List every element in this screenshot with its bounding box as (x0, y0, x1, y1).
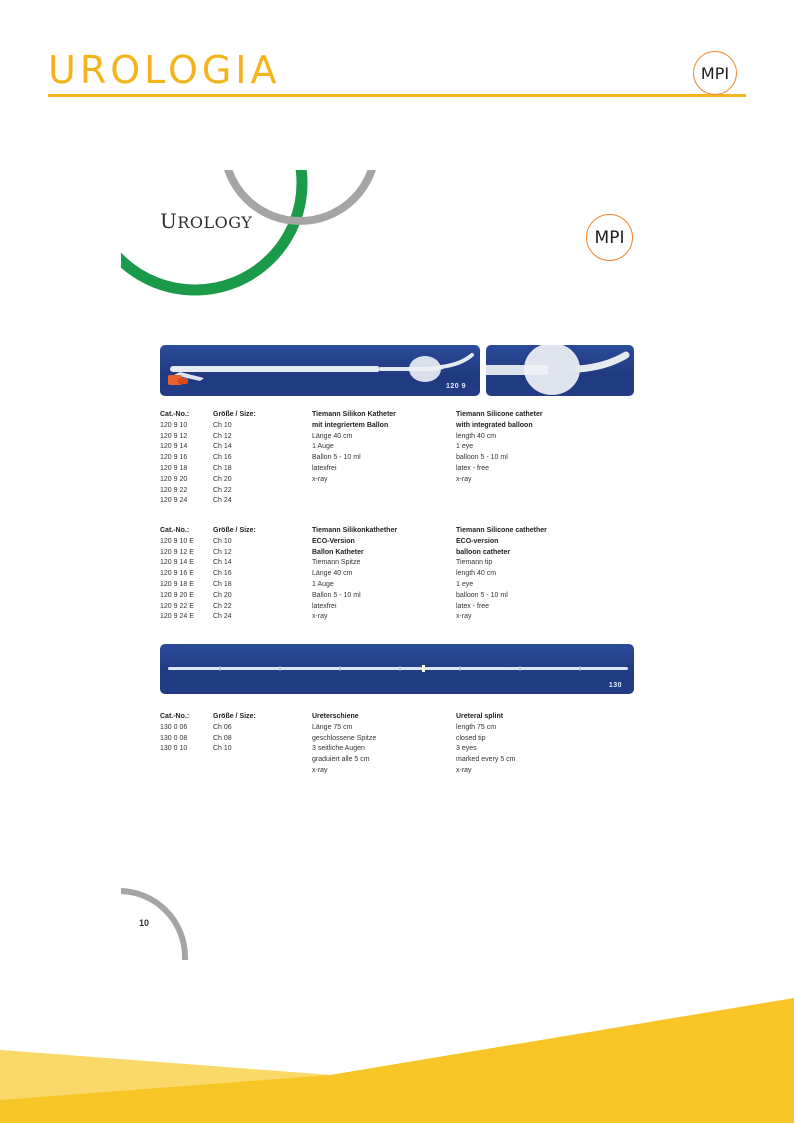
desc-line: Ballon 5 - 10 ml (312, 454, 361, 462)
size: Ch 14 (213, 443, 232, 451)
cat-header: Cat.-No.: (160, 411, 190, 418)
desc-heading: balloon catheter (456, 548, 511, 556)
table-3-german-description (312, 712, 376, 777)
cat-no: 120 9 14 (160, 443, 188, 451)
desc-line: x-ray (456, 475, 472, 483)
banner-label: 130 (608, 682, 622, 689)
size: Ch 12 (213, 432, 232, 440)
cat-no: 120 9 22 (160, 486, 188, 494)
mpi-logo-inner-text: MPI (594, 227, 625, 248)
size: Ch 10 (213, 745, 232, 753)
section-title: UROLOGY (160, 209, 253, 233)
mpi-logo-inner (586, 214, 633, 261)
cat-no: 120 9 12 E (160, 548, 194, 556)
ureteral-splint-banner (160, 644, 634, 694)
table-1-size-column (213, 410, 256, 507)
desc-line: Tiemann tip (456, 559, 493, 567)
table-1-german-description (312, 410, 396, 486)
desc-line: balloon 5 - 10 ml (456, 454, 508, 462)
size: Ch 10 (213, 537, 232, 545)
desc-line: balloon 5 - 10 ml (456, 591, 508, 599)
splint-illustration (160, 644, 634, 694)
desc-line: Länge 40 cm (312, 432, 353, 440)
desc-line: length 40 cm (456, 570, 497, 578)
desc-line: 1 eye (456, 580, 474, 588)
table-1-english-description (456, 410, 543, 486)
cat-no: 130 0 10 (160, 745, 188, 753)
desc-line: 3 seitliche Augen (312, 745, 365, 753)
size: Ch 18 (213, 580, 232, 588)
cat-no: 120 9 16 (160, 454, 188, 462)
desc-line: x-ray (456, 613, 472, 621)
desc-line: x-ray (312, 613, 328, 621)
desc-heading: mit integriertem Ballon (312, 421, 389, 429)
grey-arc-bottom (53, 891, 185, 1023)
cat-no: 120 9 24 E (160, 613, 194, 621)
cat-no: 120 9 18 (160, 464, 188, 472)
table-3-cat-column (160, 712, 189, 755)
banner-label: 120 9 (445, 383, 466, 390)
desc-heading: Tiemann Silikonkathether (312, 527, 398, 534)
cat-no: 120 9 22 E (160, 602, 194, 610)
size: Ch 20 (213, 475, 232, 483)
desc-heading: with integrated balloon (456, 421, 533, 429)
desc-line: latex - free (456, 464, 490, 472)
table-1-cat-column (160, 410, 189, 507)
cat-no: 120 9 20 (160, 475, 188, 483)
desc-line: Tiemann Spitze (312, 559, 361, 567)
cat-header: Cat.-No.: (160, 713, 190, 720)
cat-no: 120 9 20 E (160, 591, 194, 599)
desc-heading: Tiemann Silikon Katheter (312, 411, 396, 418)
cat-no: 120 9 18 E (160, 580, 194, 588)
desc-heading: Ballon Katheter (312, 548, 364, 556)
desc-heading: ECO-version (456, 537, 499, 545)
desc-line: 1 Auge (312, 443, 334, 451)
desc-heading: Ureterschiene (312, 713, 359, 720)
size: Ch 06 (213, 723, 232, 731)
catheter-illustration (160, 345, 480, 396)
desc-line: geschlossene Spitze (312, 734, 377, 742)
balloon-illustration (486, 345, 634, 396)
cat-no: 120 9 24 (160, 497, 188, 505)
cat-no: 120 9 14 E (160, 559, 194, 567)
size-header: Größe / Size: (213, 713, 256, 720)
cat-no: 120 9 16 E (160, 570, 194, 578)
table-3-size-column (213, 712, 256, 755)
size: Ch 18 (213, 464, 232, 472)
desc-heading: Tiemann Silicone cathether (456, 527, 547, 534)
desc-line: marked every 5 cm (456, 756, 516, 764)
green-arc (88, 76, 302, 290)
desc-line: 1 Auge (312, 580, 334, 588)
size: Ch 10 (213, 421, 232, 429)
table-2-size-column (213, 526, 256, 623)
page-title: UROLOGIA (48, 48, 281, 92)
size: Ch 22 (213, 602, 232, 610)
size: Ch 20 (213, 591, 232, 599)
desc-line: Länge 75 cm (312, 723, 353, 731)
size-header: Größe / Size: (213, 527, 256, 534)
desc-line: closed tip (456, 734, 486, 742)
desc-line: length 75 cm (456, 723, 497, 731)
desc-line: x-ray (456, 766, 472, 774)
desc-line: graduiert alle 5 cm (312, 756, 370, 764)
catheter-image-banner (160, 345, 480, 396)
table-2-english-description (456, 526, 547, 623)
cat-no: 130 0 08 (160, 734, 188, 742)
size: Ch 12 (213, 548, 232, 556)
mpi-logo-text: MPI (700, 63, 730, 83)
page-number: 10 (139, 918, 150, 928)
size: Ch 22 (213, 486, 232, 494)
table-2-german-description (312, 526, 397, 623)
desc-line: latexfrei (312, 602, 337, 610)
desc-line: latex - free (456, 602, 490, 610)
desc-heading: ECO-Version (312, 537, 355, 545)
table-3-english-description (456, 712, 516, 777)
desc-line: x-ray (312, 475, 328, 483)
size-header: Größe / Size: (213, 411, 256, 418)
desc-line: 1 eye (456, 443, 474, 451)
table-2-cat-column (160, 526, 194, 623)
size: Ch 16 (213, 570, 232, 578)
size: Ch 24 (213, 613, 232, 621)
desc-line: Länge 40 cm (312, 570, 353, 578)
desc-line: x-ray (312, 766, 328, 774)
size: Ch 24 (213, 497, 232, 505)
cat-header: Cat.-No.: (160, 527, 190, 534)
balloon-closeup-banner (486, 345, 634, 396)
size: Ch 16 (213, 454, 232, 462)
desc-line: Ballon 5 - 10 ml (312, 591, 361, 599)
cat-no: 120 9 10 (160, 421, 188, 429)
desc-heading: Tiemann Silicone catheter (456, 411, 543, 418)
desc-line: 3 eyes (456, 745, 477, 753)
desc-line: length 40 cm (456, 432, 497, 440)
desc-line: latexfrei (312, 464, 337, 472)
cat-no: 120 9 12 (160, 432, 188, 440)
cat-no: 120 9 10 E (160, 537, 194, 545)
cat-no: 130 0 06 (160, 723, 188, 731)
size: Ch 08 (213, 734, 232, 742)
desc-heading: Ureteral splint (456, 713, 504, 720)
size: Ch 14 (213, 559, 232, 567)
